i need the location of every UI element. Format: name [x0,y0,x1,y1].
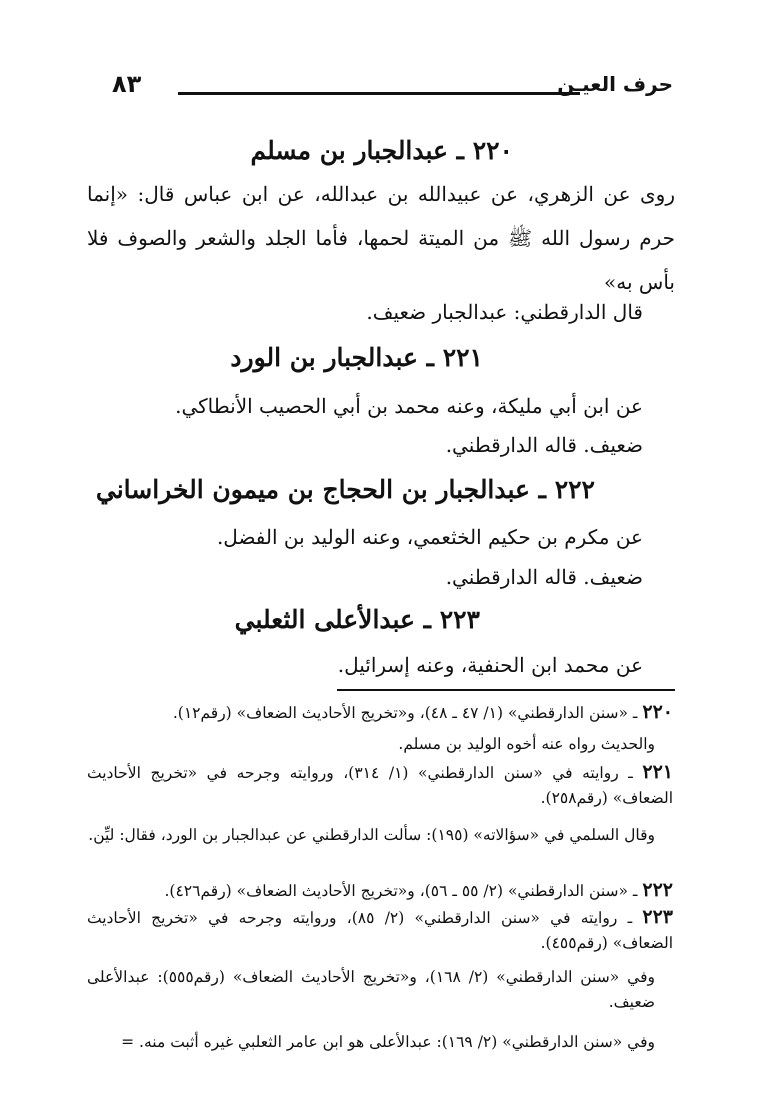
entry-221-line-2: ضعيف. قاله الدارقطني. [445,433,643,457]
footnote-text: ـ «سنن الدارقطني» (٢/ ٥٥ ـ ٥٦)، و«تخريج الأحاديث الضعاف» (رقم٤٢٦). [164,882,643,900]
entry-223-line-1: عن محمد ابن الحنفية، وعنه إسرائيل. [337,653,643,677]
page-number: ٨٣ [112,70,142,98]
entry-220-grade-text: قال الدارقطني: عبدالجبار ضعيف. [366,300,643,324]
footnote-text: ـ روايته في «سنن الدارقطني» (٢/ ٨٥)، وروايته وجرحه في «تخريج الأحاديث الضعاف» (رقم٤٥٥). [87,909,673,952]
footnote-text: والحديث رواه عنه أخوه الوليد بن مسلم. [398,735,655,753]
footnote-text: ـ «سنن الدارقطني» (١/ ٤٧ ـ ٤٨)، و«تخريج الأحاديث الضعاف» (رقم١٢). [172,704,643,722]
entry-title-220: ٢٢٠ ـ عبدالجبار بن مسلم [250,136,513,165]
footnote-text: وفي «سنن الدارقطني» (٢/ ١٦٩): عبدالأعلى هو ابن عامر الثعلبي غيره أثبت منه. = [121,1033,655,1051]
footnote-223-note-1 [87,965,655,1015]
footnote-number: ٢٢٢ [642,879,673,901]
footnote-number: ٢٢٣ [642,906,673,928]
footnote-text: وفي «سنن الدارقطني» (٢/ ١٦٨)، و«تخريج الأحاديث الضعاف» (رقم٥٥٥): عبدالأعلى ضعيف. [87,968,655,1011]
footnote-text: ـ روايته في «سنن الدارقطني» (١/ ٣١٤)، وروايته وجرحه في «تخريج الأحاديث الضعاف» (رقم٢٥٨). [87,764,673,807]
footnote-number: ٢٢٠ [642,701,673,723]
entry-222-line-1: عن مكرم بن حكيم الخثعمي، وعنه الوليد بن الفضل. [216,525,643,549]
footnote-separator [337,689,675,691]
entry-title-222: ٢٢٢ ـ عبدالجبار بن الحجاج بن ميمون الخراساني [95,475,595,504]
entry-221-line-1: عن ابن أبي مليكة، وعنه محمد بن أبي الحصيب الأنطاكي. [175,394,643,418]
footnote-221 [87,760,673,811]
footnote-223-note-2 [87,1030,655,1055]
entry-222-line-2: ضعيف. قاله الدارقطني. [445,565,643,589]
running-header-title: حرف العيـن [557,72,673,96]
footnote-221-note [87,823,655,848]
header-rule [178,92,580,95]
entry-title-223: ٢٢٣ ـ عبدالأعلى الثعلبي [234,605,480,634]
footnote-220-note [87,732,655,757]
footnote-text: وقال السلمي في «سؤالاته» (١٩٥): سألت الدارقطني عن عبدالجبار بن الورد، فقال: ليِّن. [88,826,655,844]
footnote-220 [87,700,673,726]
entry-220-paragraph: روى عن الزهري، عن عبيدالله بن عبدالله، عن ابن عباس قال: «إنما حرم رسول الله ﷺ من الميتة لحمها، فأما الجلد والشعر والصوف فلا بأس به» [87,182,675,294]
footnote-number: ٢٢١ [642,761,673,783]
footnote-223 [87,905,673,956]
entry-220-grade [366,300,643,324]
entry-title-221: ٢٢١ ـ عبدالجبار بن الورد [230,343,483,372]
footnote-222 [87,878,673,904]
